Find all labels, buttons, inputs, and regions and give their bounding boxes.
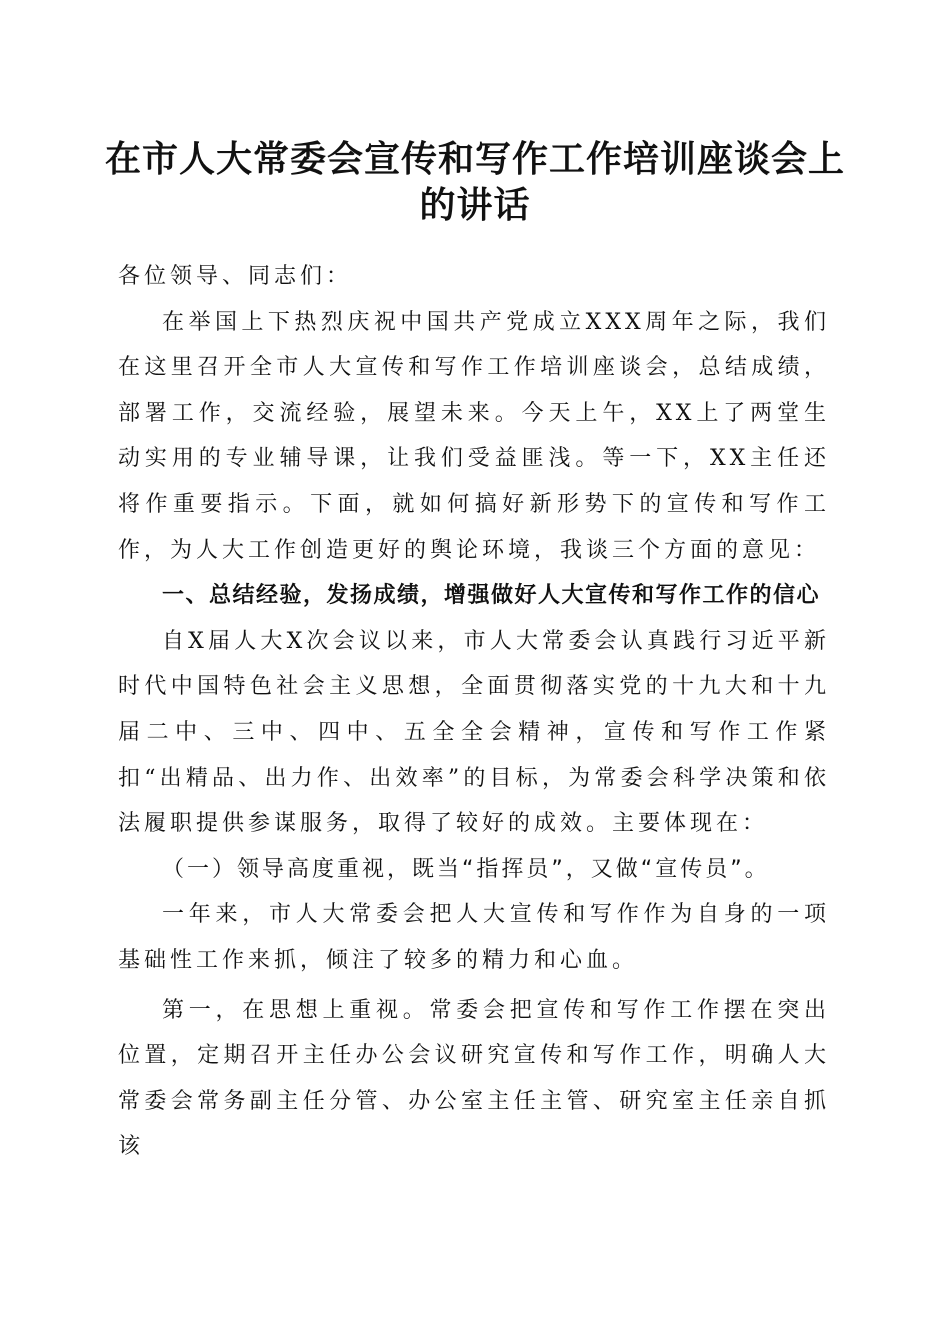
document-title: 在市人大常委会宣传和写作工作培训座谈会上的讲话 [104, 138, 845, 226]
subsection-1-paragraph: 一年来，市人大常委会把人大宣传和写作作为自身的一项基础性工作来抓，倾注了较多的精力和心血。 [118, 902, 830, 973]
section-1-paragraph: 自X届人大X次会议以来，市人大常委会认真践行习近平新时代中国特色社会主义思想，全面贯彻落实党的十九大和十九届二中、三中、四中、五全全会精神，宣传和写作工作紧扣“出精品、出力作、出效率”的目标，为常委会科学决策和依法履职提供参谋服务，取得了较好的成效。主要体现在： [118, 628, 830, 837]
document-body [118, 254, 830, 1170]
point-1-body: 常委会把宣传和写作工作摆在突出位置，定期召开主任办公会议研究宣传和写作工作，明确人大常委会常务副主任分管、办公室主任主管、研究室主任亲自抓该 [118, 997, 830, 1160]
point-1-lead: 第一，在思想上重视。 [162, 997, 430, 1023]
subsection-1-heading: （一）领导高度重视，既当“指挥员”，又做“宣传员”。 [162, 856, 770, 882]
point-1-paragraph [118, 988, 830, 1170]
section-1-heading: 一、总结经验，发扬成绩，增强做好人大宣传和写作工作的信心 [162, 583, 821, 609]
intro-paragraph: 在举国上下热烈庆祝中国共产党成立XXX周年之际，我们在这里召开全市人大宣传和写作工作培训座谈会，总结成绩，部署工作，交流经验，展望未来。今天上午，XX上了两堂生动实用的专业辅导课，让我们受益匪浅。等一下，XX主任还将作重要指示。下面，就如何搞好新形势下的宣传和写作工作，为人大工作创造更好的舆论环境，我谈三个方面的意见： [118, 309, 830, 563]
salutation: 各位领导、同志们： [118, 264, 353, 289]
